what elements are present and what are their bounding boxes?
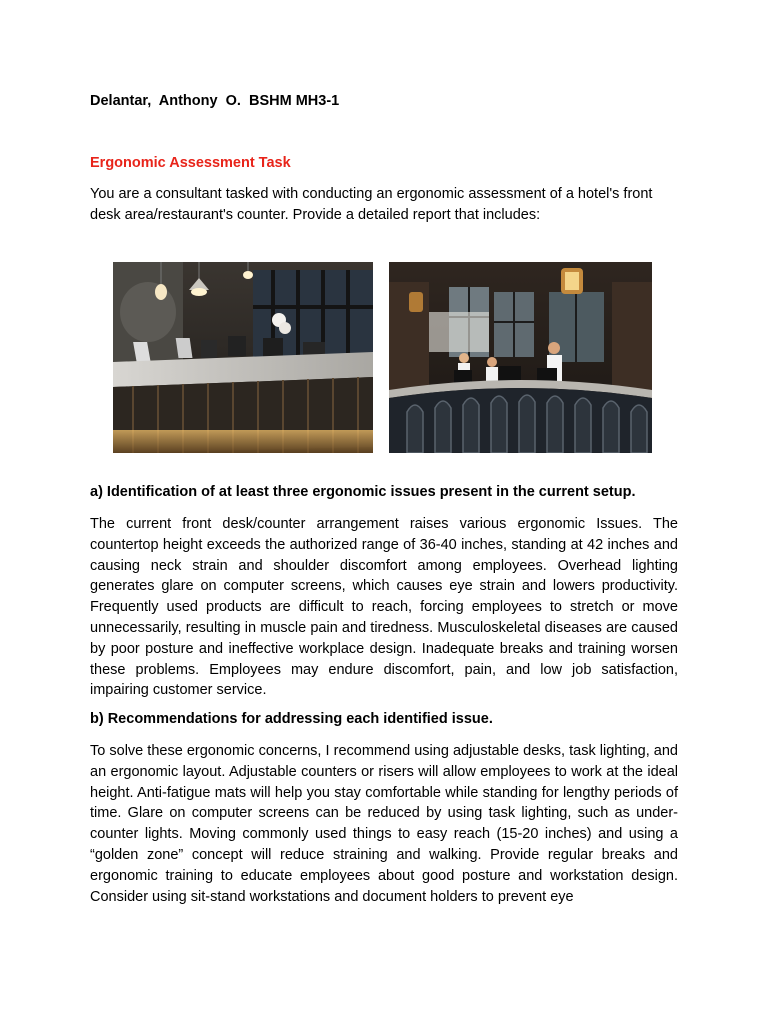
section-a-heading: a) Identification of at least three ergonomic issues present in the current setup. — [90, 484, 636, 500]
task-title: Ergonomic Assessment Task — [90, 155, 291, 171]
author-line: Delantar, Anthony O. BSHM MH3-1 — [90, 93, 340, 109]
front-desk-photo-1 — [113, 262, 373, 453]
front-desk-photo-2 — [389, 262, 652, 453]
section-b-heading: b) Recommendations for addressing each identified issue. — [90, 711, 493, 727]
section-b-body: To solve these ergonomic concerns, I recommend using adjustable desks, task lighting, and an ergonomic layout. Adjustable counters or risers will allow employees to work at the ideal height. Anti-fatigue mats will help you stay comfortable while standing for lengthy periods of time. Glare on computer screens can be reduced by using task lighting, such as under-counter lights. Moving commonly used things to easy reach (15-20 inches) and using a “golden zone” concept will reduce straining and walking. Provide regular breaks and ergonomic training to educate employees about good posture and workstation design. Consider using sit-stand workstations and document holders to prevent eye — [90, 743, 678, 905]
intro-paragraph: You are a consultant tasked with conducting an ergonomic assessment of a hotel's front desk area/restaurant's counter. Provide a detailed report that includes: — [90, 186, 653, 223]
section-a-body: The current front desk/counter arrangement raises various ergonomic Issues. The countertop height exceeds the authorized range of 36-40 inches, standing at 42 inches and causing neck strain and shoulder discomfort among employees. Overhead lighting generates glare on computer screens, which causes eye strain and lowers productivity. Frequently used products are difficult to reach, forcing employees to stretch or move unnecessarily, resulting in muscle pain and tiredness. Musculoskeletal diseases are caused by poor posture and ineffective workplace design. Inadequate breaks and training worsen these problems. Employees may endure discomfort, pain, and low job satisfaction, impairing customer service. — [90, 516, 678, 699]
